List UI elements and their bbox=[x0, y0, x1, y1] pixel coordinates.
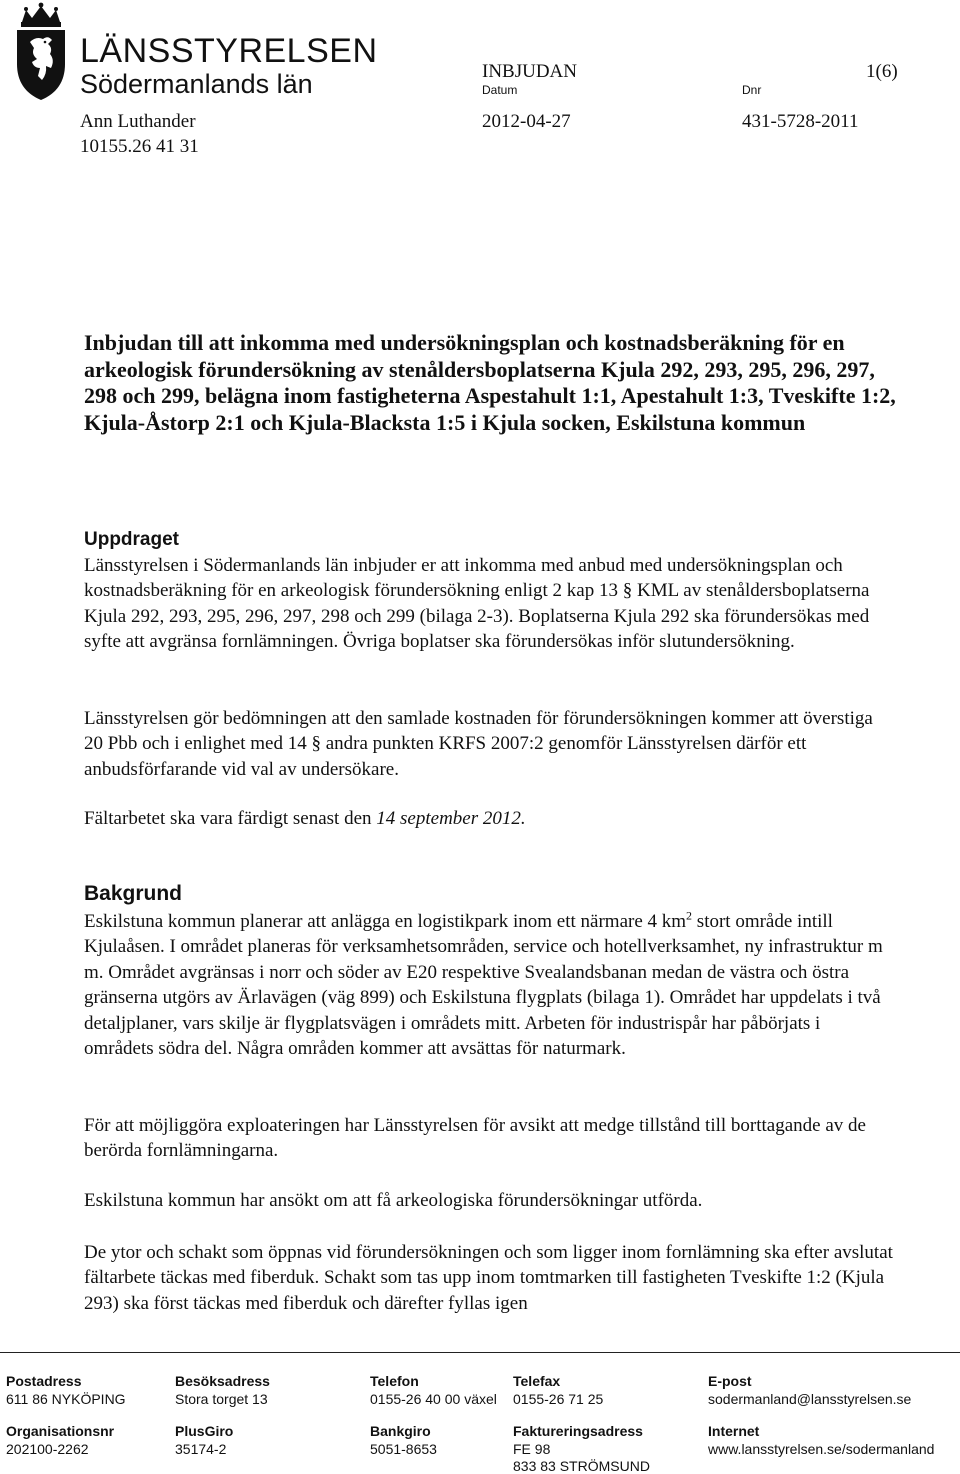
footer-orgnr: 202100-2262 bbox=[6, 1441, 89, 1457]
footer-besoksadress-label: Besöksadress bbox=[175, 1373, 270, 1389]
footer-besoksadress: Stora torget 13 bbox=[175, 1391, 268, 1407]
paragraph-text: För att möjliggöra exploateringen har Länsstyrelsen för avsikt att medge tillstånd till borttagande av de berörda fornlämningarna. bbox=[84, 1115, 866, 1162]
footer-divider bbox=[0, 1352, 960, 1353]
footer-telefax-label: Telefax bbox=[513, 1373, 561, 1389]
footer-epost-label: E-post bbox=[708, 1373, 752, 1389]
paragraph-text: Eskilstuna kommun har ansökt om att få arkeologiska förundersökningar utförda. bbox=[84, 1190, 703, 1211]
paragraph-text: Länsstyrelsen gör bedömningen att den samlade kostnaden för förundersökningen kommer att överstiga 20 Pbb och i enlighet med 14 § andra punkten KRFS 2007:2 genomför Länsstyrelsen därför ett anbudsförfarande vid val av undersökare. bbox=[84, 708, 873, 780]
footer-bankgiro-label: Bankgiro bbox=[370, 1423, 431, 1439]
section-heading-bakgrund: Bakgrund bbox=[84, 882, 183, 905]
uppdraget-paragraph-1 bbox=[84, 553, 894, 655]
footer-fakt-label: Faktureringsadress bbox=[513, 1423, 643, 1439]
footer-orgnr-label: Organisationsnr bbox=[6, 1423, 115, 1439]
document-date: 2012-04-27 bbox=[482, 111, 571, 132]
coat-of-arms-logo-icon bbox=[10, 2, 72, 102]
paragraph-text bbox=[84, 909, 894, 1061]
paragraph-text: De ytor och schakt som öppnas vid förundersökningen och som ligger inom fornlämning ska efter avslutat fältarbete täckas med fiberduk. Schakt som tas upp inom tomtmarken till fastigheten Tveskifte 1:2 (Kjula 293) ska först täckas med fiberduk och därefter fyllas igen bbox=[84, 1242, 893, 1314]
uppdraget-paragraph-3 bbox=[84, 806, 894, 831]
paragraph-text: Länsstyrelsen i Södermanlands län inbjuder er att inkomma med anbud med undersökningsplan och kostnadsberäkning för en arkeologisk förundersökning enligt 2 kap 13 § KML av stenåldersboplatserna Kjula 292, 293, 295, 296, 297, 298 och 299 (bilaga 2-3). Boplatserna Kjula 292 ska förundersökas med syfte att avgränsa fornlämningen. Övriga boplatser ska förundersökas inför slutundersökning. bbox=[84, 555, 870, 653]
footer-fakt-line1: FE 98 bbox=[513, 1441, 551, 1457]
section-heading-uppdraget: Uppdraget bbox=[84, 529, 179, 550]
author-phone: 10155.26 41 31 bbox=[80, 136, 199, 157]
bakgrund-paragraph-1 bbox=[84, 909, 894, 1061]
footer-fakt-line2: 833 83 STRÖMSUND bbox=[513, 1458, 650, 1474]
text-run: Eskilstuna kommun planerar att anlägga en logistikpark inom ett närmare 4 km bbox=[84, 911, 687, 932]
bakgrund-paragraph-3 bbox=[84, 1188, 894, 1213]
logo-wordmark: LÄNSSTYRELSEN bbox=[80, 32, 378, 70]
deadline-text: Fältarbetet ska vara färdigt senast den bbox=[84, 808, 377, 829]
footer-bankgiro: 5051-8653 bbox=[370, 1441, 437, 1457]
uppdraget-paragraph-2 bbox=[84, 706, 894, 782]
text-run: stort område intill Kjulaåsen. I området planeras för verksamhetsområden, service och hotellverksamhet, ny infrastruktur m m. Området avgränsas i norr och söder av E20 respektive Svealandsbanan medan de västra och östra gränserna utgörs av Ärlavägen (väg 899) och Eskilstuna flygplats (bilaga 1). Området har uppdelats i två detaljplaner, vars skilje är flygplatsvägen i områdets mitt. Arbeten för industrispår har påbörjats i områdets södra del. Några områden kommer att avsättas för naturmark. bbox=[84, 911, 883, 1060]
footer-telefon-label: Telefon bbox=[370, 1373, 419, 1389]
logo-county-name: Södermanlands län bbox=[80, 69, 313, 99]
footer-internet-label: Internet bbox=[708, 1423, 760, 1439]
bakgrund-paragraph-4 bbox=[84, 1240, 894, 1316]
footer-telefax: 0155-26 71 25 bbox=[513, 1391, 604, 1407]
footer-epost: sodermanland@lansstyrelsen.se bbox=[708, 1391, 912, 1407]
footer-plusgiro-label: PlusGiro bbox=[175, 1423, 234, 1439]
document-type: INBJUDAN bbox=[482, 61, 577, 82]
footer-internet: www.lansstyrelsen.se/sodermanland bbox=[708, 1441, 935, 1457]
paragraph-text bbox=[84, 806, 894, 831]
footer-plusgiro: 35174-2 bbox=[175, 1441, 227, 1457]
footer-telefon: 0155-26 40 00 växel bbox=[370, 1391, 497, 1407]
superscript: 2 bbox=[686, 908, 693, 923]
date-label: Datum bbox=[482, 83, 518, 97]
document-title: Inbjudan till att inkomma med undersökningsplan och kostnadsberäkning för en arkeologisk förundersökning av stenåldersboplatserna Kjula 292, 293, 295, 296, 297, 298 och 299, belägna inom fastigheterna Aspestahult 1:1, Apestahult 1:3, Tveskifte 1:2, Kjula-Åstorp 2:1 och Kjula-Blacksta 1:5 i Kjula socken, Eskilstuna kommun bbox=[84, 330, 896, 435]
footer-postadress: 611 86 NYKÖPING bbox=[6, 1391, 126, 1407]
dnr-label: Dnr bbox=[742, 83, 762, 97]
document-dnr: 431-5728-2011 bbox=[742, 111, 859, 132]
bakgrund-paragraph-2 bbox=[84, 1113, 894, 1164]
deadline-date: 14 september 2012. bbox=[376, 808, 526, 829]
author-name: Ann Luthander bbox=[80, 111, 196, 132]
page-number: 1(6) bbox=[866, 61, 898, 82]
footer-postadress-label: Postadress bbox=[6, 1373, 82, 1389]
